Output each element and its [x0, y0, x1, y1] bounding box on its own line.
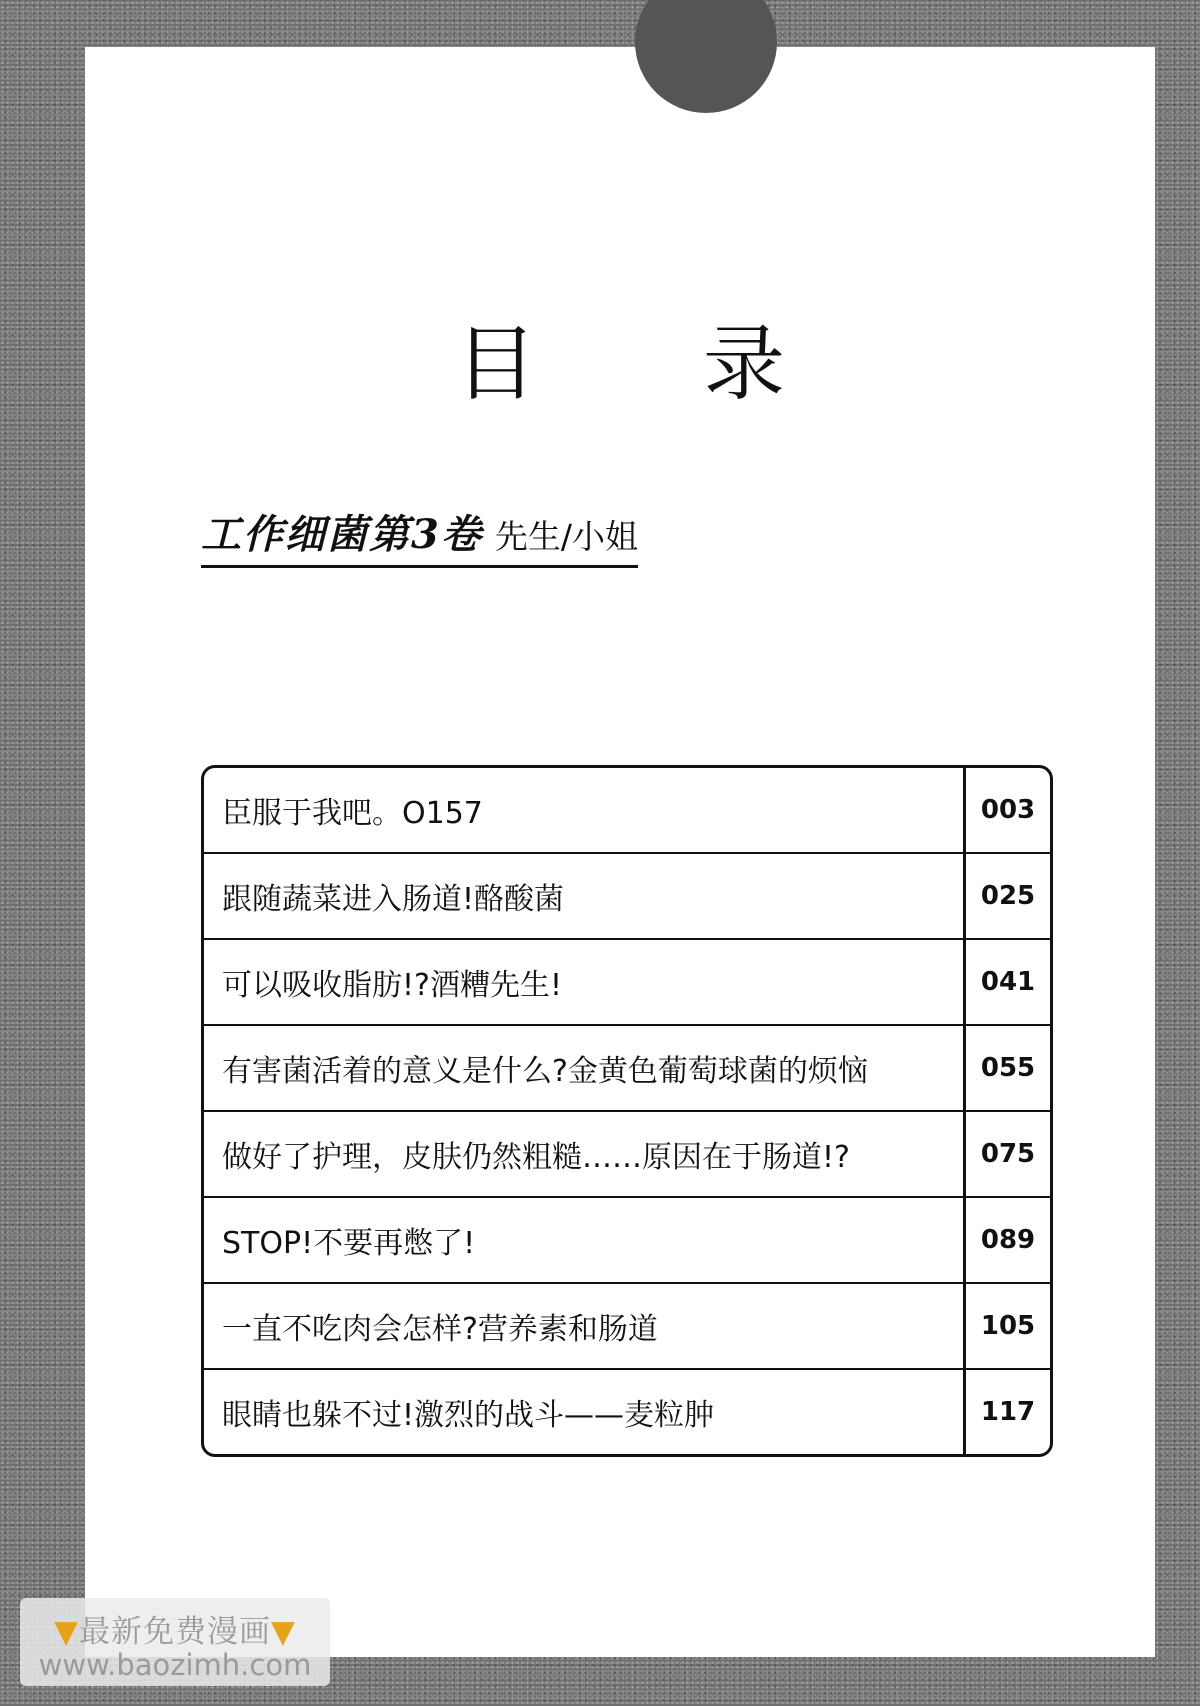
chapter-title: 眼睛也躲不过!激烈的战斗——麦粒肿	[222, 1398, 715, 1433]
chapter-title: 可以吸收脂肪!?酒糟先生!	[222, 968, 562, 1003]
chapter-page-number: 089	[963, 1198, 1050, 1282]
chapter-title: 做好了护理，皮肤仍然粗糙……原因在于肠道!?	[222, 1140, 850, 1175]
chapter-title: 一直不吃肉会怎样?营养素和肠道	[222, 1312, 658, 1347]
audience-role: 先生/小姐	[494, 517, 638, 556]
watermark-tagline: 最新免费漫画	[79, 1614, 271, 1650]
page-notch	[635, 0, 777, 113]
watermark-tagline-row	[20, 1606, 330, 1651]
chapter-page-number: 117	[963, 1370, 1050, 1454]
toc-row[interactable]	[204, 940, 1050, 1026]
volume-subtitle	[201, 503, 638, 568]
toc-row[interactable]	[204, 1112, 1050, 1198]
series-title: 工作细菌第3卷	[201, 511, 483, 558]
chapter-title: 有害菌活着的意义是什么?金黄色葡萄球菌的烦恼	[222, 1054, 868, 1089]
chapter-title: STOP!不要再憋了!	[222, 1226, 476, 1261]
pointing-down-hand-icon: ▼	[54, 1614, 79, 1650]
toc-row[interactable]	[204, 854, 1050, 940]
chapter-page-number: 055	[963, 1026, 1050, 1110]
toc-row[interactable]	[204, 1370, 1050, 1454]
table-of-contents	[201, 765, 1053, 1457]
chapter-page-number: 025	[963, 854, 1050, 938]
chapter-page-number: 075	[963, 1112, 1050, 1196]
contents-heading: 目 录	[454, 317, 856, 412]
toc-row[interactable]	[204, 1026, 1050, 1112]
toc-row[interactable]	[204, 1284, 1050, 1370]
pointing-down-hand-icon: ▼	[271, 1614, 296, 1650]
chapter-page-number: 041	[963, 940, 1050, 1024]
chapter-title: 跟随蔬菜进入肠道!酪酸菌	[222, 882, 565, 917]
toc-row[interactable]	[204, 768, 1050, 854]
chapter-page-number: 003	[963, 768, 1050, 852]
chapter-page-number: 105	[963, 1284, 1050, 1368]
toc-row[interactable]	[204, 1198, 1050, 1284]
site-watermark[interactable]	[20, 1598, 330, 1686]
chapter-title: 臣服于我吧。O157	[222, 796, 483, 831]
watermark-url[interactable]: www.baozimh.com	[38, 1648, 312, 1682]
contents-page	[85, 47, 1155, 1657]
